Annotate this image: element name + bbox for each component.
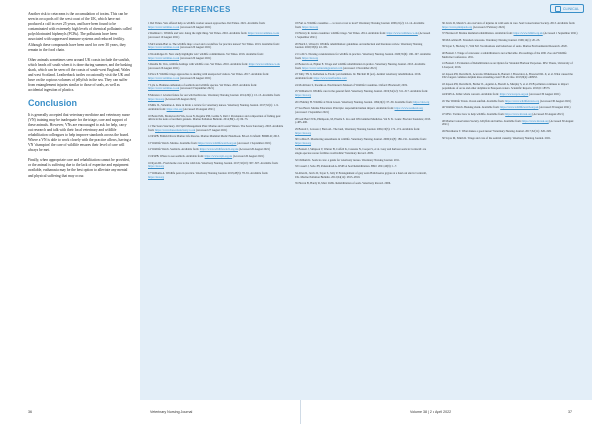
- reference-entry: 27 Sea Heart. Marine Education: Principle: responsible human impact. Available from: https://www.seaheart.org (Accessed 1 September 2021): [295, 106, 423, 114]
- reference-link[interactable]: https://www.wildlifewatch.org.uk: [500, 105, 539, 110]
- reference-entry: 20 Hatch J, Urban D. Wildlife rehabilitation: guidelines on intellectual and literature review. Veterinary Nursing Journal. 2020;35(6): 22–331.: [295, 41, 423, 50]
- reference-entry: 6 Price P. Wildlife triage approaches to dealing with unexpected visitors. Vet Times. 2017. Available from: https://www.vettimes.co.uk (Accessed 26 August 2021): [148, 72, 269, 81]
- reference-entry: 46 Wildlife Watch. Basking shark. Available from: https://www.wildlifewatch.org.uk (Accessed 30 August 2021): [442, 105, 571, 110]
- reference-link[interactable]: https://www.vetnursingjournal.com: [302, 65, 343, 70]
- reference-entry: 17 Williams A. Wildlife pests in practice. Veterinary Nursing Journal. 2013;28(3): 78–81. Available from: https://doi.org: [148, 170, 269, 179]
- reference-link[interactable]: https://www.vettimes.co.uk: [148, 24, 180, 29]
- reference-entry: 15 RSPB. Where to see seabirds. Available from: https://www.rspb.org.uk (Accessed 26 August 2021): [148, 154, 265, 159]
- reference-link[interactable]: https://www.mcsuk.org: [505, 112, 532, 117]
- reference-entry: 8 Marston J. A better future for our wild herbivores. Veterinary Nursing Journal. 2014;29(1): 13–15. Available from: https://doi.org (Accessed 26 August 2021): [148, 93, 281, 101]
- reference-link[interactable]: https://www.pinnipeds.org: [442, 24, 473, 29]
- reference-entry: 33 Cassell J, Sabo JH, Pattendrash A. RSPCA Seal Rehabilitation. BMJ. 2021;40(9): 1–7.: [295, 164, 398, 169]
- reference-link[interactable]: https://www.wildlifewatch.org.uk: [198, 140, 237, 145]
- reference-link[interactable]: https://www.vettimes.co.uk: [148, 45, 180, 50]
- reference-entry: 47 MSC. Turtles: how to help wildlife. Available from: https://www.mcsuk.org (Accessed 30 August 2021): [442, 112, 564, 117]
- reference-link[interactable]: https://www.vettimes.co.uk: [148, 86, 180, 91]
- reference-entry: 1 Del Times. Vets offered help as wildlife worker season approaches. Del Times. 2021. Available from: https://www.vettimes.co.uk (Accessed 20 August 2021): [148, 21, 266, 29]
- reference-link[interactable]: https://doi.org: [148, 96, 164, 101]
- reference-column-2: [295, 22, 431, 189]
- reference-entry: 49 Hawthorne T. What makes a good nurse? Veterinary Nursing Journal. 2017;32(11): 326–328.: [442, 128, 552, 133]
- reference-link[interactable]: https://www.bdmlr.org.uk: [513, 31, 543, 36]
- reference-link[interactable]: https://www.vettimes.co.uk: [247, 31, 279, 36]
- reference-link[interactable]: https://doi.org: [148, 174, 164, 179]
- reference-entry: 28 Gair Bercl WK, Phimpodo, M, Elsella S. Zoo and Wild Animal Medicine. Vol 8. St. Louis: Elsevier Saunders; 2015. p 485–490.: [295, 116, 431, 125]
- reference-entry: 19 Harvey R. Avian casualties: wildlife triage. Vet Times. 2014. Available from: https://www.vettimes.co.uk (Accessed 1 September 2021): [295, 31, 431, 39]
- reference-entry: 23 Tully TN Jr, Kelleman A. Exotic pet mammals. In: Birchall M (ed.). Animal veterinary rehabilitation. 2016. Available from: https://www.tandfonline.com: [295, 72, 421, 81]
- section-heading: Conclusion: [28, 98, 77, 109]
- badge-label: CLINICAL: [562, 6, 580, 11]
- reference-entry: 3 McCartain-Hart A. The wildlife map: a tool and a workflow for practice nurses? Vet Times. 2013. Available from: https://www.vettimes.co.uk (Accessed 20 August 2021): [148, 41, 280, 50]
- reference-entry: 35 Hoven B, Hardy R, Marr LMK. Rehabilitation of seals. Veterinary Record. 2006.: [295, 181, 391, 186]
- page-number-left: 36: [28, 410, 32, 414]
- page-number-right: 37: [568, 410, 572, 414]
- reference-link[interactable]: https://doi.org: [166, 107, 183, 112]
- reference-entry: 40 Barnett J. Triage of cetaceans: a rehabilitation is not achievable. Proceedings of the 2001 Zoo and Wildlife Medicine Conference. 2011.: [442, 51, 567, 59]
- reference-column-3: [442, 22, 578, 143]
- reference-entry: 26 O'Malley H. Wildlife at Work Green. Veterinary Nursing Journal. 1994;9(2): 37–39. Available from: https://doi.org: [295, 99, 430, 104]
- reference-entry: 29 Barrett J, Lawson J, Barn AL. The land, Veterinary Nursing Journal. 2004;19(5): 172–174. Available from: https://doi.org: [295, 126, 421, 135]
- reference-link[interactable]: https://doi.org: [295, 130, 311, 135]
- reference-link[interactable]: https://www.thesealsanctuary.co.uk: [155, 127, 196, 132]
- volume-info: Volume 38 | 2 • April 2022: [410, 410, 452, 414]
- reference-link[interactable]: https://www.mcsuk.org: [522, 118, 549, 123]
- reference-link[interactable]: https://www.vettimes.co.uk: [148, 55, 180, 60]
- reference-entry: 12 RSPB. British Divers Marine Life Rescue. Marine Mammal Medic Handbook. 8th ed. Uckfield: BDMLR; 2013.: [148, 134, 280, 139]
- reference-link[interactable]: https://www.rspb.org.uk: [204, 154, 233, 159]
- reference-entry: 30 Collins E. Monitoring anaesthesia in wildlife. Veterinary Nursing Journal. 2006;21(8): 186–191. Available from: https://doi.org: [295, 137, 427, 145]
- reference-link[interactable]: https://doi.org: [413, 99, 430, 104]
- reference-link[interactable]: https://www.wildlifewatch.org.uk: [199, 147, 239, 152]
- reference-entry: 2 Rudman C. Wildlife and vets: doing the right thing. Vet Times. 2016. Available from: https://www.vettimes.co.uk (Accessed 10 August 2021): [148, 31, 279, 39]
- reference-entry: 7 Lyle A. Humane euthanasia of seabirds and wildlife species. Vet Times. 2018. Available from: https://www.vettimes.co.uk (Accessed 3 September 2021): [148, 82, 258, 91]
- reference-entry: 31 Barnett J, Simpson V, Warner B, Coffell K, Couzens N, Cooper S, et al. Grey and harbour seals in Cornwall: are single-species rescue facilities worthwhile? Veterinary Record. 2009.: [295, 147, 427, 156]
- clinical-badge: [550, 4, 584, 13]
- reference-entry: 43 Jepson PD, Deaville R, Barber JL, Aguilar A, Borrell A, Murphy S, et al. PCB pollution continues to impact populations of orcas and other dolphins in European waters. Scientific Reports. 2016;6: 18573.: [442, 81, 569, 90]
- reference-link[interactable]: https://www.wildlifetrusts.org: [505, 98, 540, 103]
- journal-name: Veterinary Nursing Journal: [150, 410, 193, 414]
- reference-entry: 25 Williams D. Wildlife care in the general field. Veterinary Nursing Journal. 2019;34(12): 311–317. Available from: https://doi.org: [295, 89, 428, 98]
- reference-link[interactable]: https://www.vettimes.co.uk: [148, 76, 180, 81]
- reference-entry: 38 McLachlan H. Stranded cetaceans. Veterinary Nursing Journal. 1996;14(1): 20–23.: [442, 37, 540, 42]
- body-paragraph: Another risk to cetaceans is the accumulation of toxins. This can be seen in orca pods off the west coast of the UK, which have not produced a calf in over 25 years, and have been found to be contaminated with extremely high levels of chemical pollutants called polychlorinated biphenyls (PCBs). The pollutants have been associated with suppressed immune systems and reduced fertility. Although these compounds have been used for over 30 years, they remain in the food chain.: [28, 12, 132, 52]
- reference-entry: 48 Marine Conservation Society. Jellyfish and turtles. Available from: https://www.mcsuk.org (Accessed 30 August 2021): [442, 118, 574, 127]
- reference-link[interactable]: https://www.vettimes.co.uk: [248, 62, 280, 67]
- body-paragraph: It is generally accepted that veterinary medicine and veterinary nurse (VN) training may be inadequate for the triage, care and support of these animals. However, VNs are encouraged to ask for help, carry out research and talk with their local veterinary and wildlife rehabilitation colleagues to help improve standards across the board. Where a VN is able to work closely with the practice allows, having a VN 'champion' the care of wildlife ensures their level of care will always be met.: [28, 112, 132, 153]
- reference-entry: 10 Bernd ML, Montevecchi WA, Gosa N, Regular PM, Garthe S, Rail J. Persistence and composition of fishing gear debris in the nests of northern gannets. Marine Pollution Bulletin. 2014;88(1–2): 69–73.: [148, 113, 281, 122]
- reference-entry: 14 Wildlife Watch. Seabirds. Available from: https://www.wildlifewatch.org.uk (Accessed 26 August 2021): [148, 147, 271, 152]
- reference-entry: 42 Jepson PD, Deaville R, Acevedo-Whitehouse K, Barnett J, Brownlow A, Brownell RL Jr, et al. What caused the UK's largest common dolphin mass stranding event? PLoS One. 2013;8(4): e60953.: [442, 71, 573, 80]
- page-footer: [0, 408, 600, 418]
- reference-entry: 45 The Wildlife Trusts. Ocean sunfish. Available from: https://www.wildlifetrusts.org (Accessed 30 August 2021): [442, 98, 572, 103]
- reference-entry: 21 Cobb S. Nursing considerations for wildlife in practice. Veterinary Nursing Journal. 2020;35(6): 196–197. Available from: https://doi.org: [295, 51, 431, 60]
- reference-entry: 36 Jarvis D, Marsh S. An overview of injuries in wild seals in care. Seal Conservation Society. 2013. Available from: https://www.pinnipeds.org (Accessed 2 February 2022): [442, 21, 576, 29]
- reference-link[interactable]: https://www.tandfonline.com: [313, 76, 347, 81]
- clipboard-icon: [555, 6, 561, 12]
- reference-entry: 50 Sayre M, Smith R. Triage and care of the seabird casualty. Veterinary Nursing Journal. 2021.: [442, 135, 552, 140]
- reference-entry: 34 Allen R, Jarvis D, Sayer S, Jolly P. Entanglement of grey seals Halichoerus grypus at a haul out site in Cornwall, UK. Marine Pollution Bulletin. 2012;64(12): 2815–2819.: [295, 170, 427, 179]
- reference-link[interactable]: https://doi.org: [295, 140, 311, 145]
- reference-entry: 9 Mills JL, Valentine A. Rare in birds: a review for veterinary nurses. Veterinary Nursing Journal. 2017;32(1): 1–9. Available from: https://doi.org (Accessed 26 August 2021): [148, 103, 279, 112]
- body-paragraph: Other animals sometimes seen around UK coasts include the sunfish, which heads off south when it is done during summer, and the basking shark, which can be seen off the coasts of south-west England, Wales and west Scotland. Leatherback turtles occasionally visit the UK and have on the copious volumes of jellyfish in the sea. They can suffer from entanglement injuries similar to those of seals, as well as accidental ingestion of plastics.: [28, 57, 132, 93]
- reference-entry: 37 Harrison P. Marine mammal rehabilitation. Available from: https://www.bdmlr.org.uk (Accessed 1 September 2021): [442, 31, 578, 36]
- reference-column-1: [148, 22, 284, 182]
- reference-link[interactable]: https://www.rspca.org.uk: [499, 92, 529, 97]
- reference-entry: 32 Oldham K. Seals in care: a guide for veterinary nurses. Veterinary Nursing Journal. 2011.: [295, 157, 401, 162]
- reference-entry: 18 Furi A. Wildlife casualties — to treat or not to treat? Veterinary Nursing Journal. 2006;21(2): 12–14. Available from: https://doi.org: [295, 21, 425, 29]
- reference-entry: 39 Sayer S, Hockley C, Witt MJ. Vocalisations and behaviour of seals. Marine Environmental Research. 2020.: [442, 44, 568, 49]
- article-column: [28, 12, 132, 184]
- reference-link[interactable]: https://doi.org: [148, 164, 164, 169]
- reference-entry: 11 The Sears Sanctuary. Oil Spill Management Plan: Marine and Coastal Waters. The Sears Sanctuary. 2018. Available from: https://www.thesealsanctuary.co.uk (Accessed 27 August 2021): [148, 123, 284, 132]
- reference-link[interactable]: https://doi.org: [302, 24, 319, 29]
- reference-link[interactable]: https://doi.org: [295, 93, 311, 98]
- references-heading: REFERENCES: [172, 5, 231, 14]
- reference-entry: 16 Ryan DL. From home care to the wild ride. Veterinary Nursing Journal. 2017;32(10): 307–307. Available from: https://doi.org: [148, 160, 279, 169]
- reference-entry: 24 McAllister S, Kwelka A. Practitioner's Manual of Wildlife Casualties. Oxford: Blackwell; 2019.: [295, 82, 408, 87]
- reference-entry: 44 RSPCA. Killer whale concern. Available from: https://www.rspca.org.uk (Accessed 30 August 2021): [442, 92, 561, 97]
- reference-entry: 13 Wildlife Watch. Marine. Available from: https://www.wildlifewatch.org.uk (Accessed 1 September 2021): [148, 140, 272, 145]
- reference-entry: 5 Randle M. Vets, wildlife dealings with wildlife care. Vet Times. 2016. Available from: https://www.vettimes.co.uk (Accessed 26 August 2021): [148, 62, 280, 70]
- reference-link[interactable]: https://www.seaheart.org: [394, 106, 423, 111]
- body-paragraph: Finally, when appropriate care and rehabilitation cannot be provided, or the animal is suffering due to the lack of expertise and equipment available, euthanasia may be the best option to alleviate any mental and physical suffering that may occur.: [28, 158, 130, 178]
- reference-entry: 22 Bonuccio A, Elpher E. Triage and wildlife rehabilitation in pratice. Veterinary Nursing Journal. 2013. Available from: https://www.vetnursingjournal.com (Accessed 1 November 2021): [295, 62, 426, 70]
- reference-link[interactable]: https://www.vettimes.co.uk: [386, 31, 418, 36]
- reference-entry: 41 Barnett J. Evaluation of Rehabilitation as an Option for Stranded Harbour Porpoises. MSc Thesis, University of Liverpool; 2016.: [442, 61, 573, 70]
- reference-link[interactable]: https://doi.org: [302, 55, 319, 60]
- reference-entry: 4 Wooldridges D. New study highlights vets' wildlife commitments. Vet Times. 2016. Available from: https://www.vettimes.co.uk (Accessed 20 August 2021): [148, 51, 264, 60]
